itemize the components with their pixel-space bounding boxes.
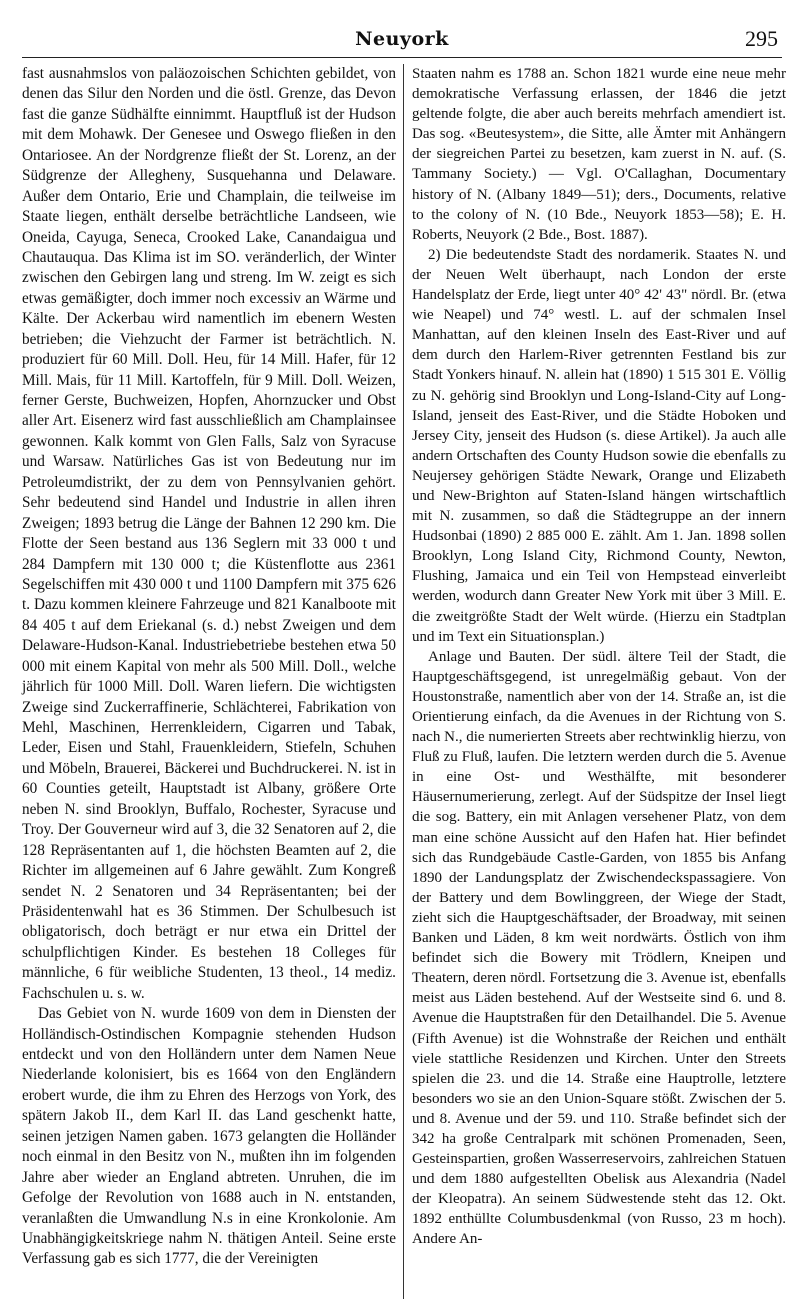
- header-rule: [22, 57, 782, 58]
- paragraph: Das Gebiet von N. wurde 1609 von dem in Diensten der Holländisch-Ostindischen Kompagnie stehenden Hudson entdeckt und von den Holländern unter dem Namen Neue Niederlande kolonisiert, bis es 1664 von den Engländern erobert wurde, die ihm zu Ehren des Herzogs von York, des spätern Jakob II., dem Karl II. das Land geschenkt hatte, seinen jetzigen Namen gaben. 1673 gelangten die Holländer noch einmal in den Besitz von N., mußten ihn im folgenden Jahre aber wieder an England abtreten. Unruhen, die im Gefolge der Revolution von 1688 auch in N. entstanden, veranlaßten die Umwandlung N.s in eine Kronkolonie. Am Unabhängigkeitskriege nahm N. thätigen Anteil. Seine erste Verfassung gab es sich 1777, die der Vereinigten: [22, 1005, 396, 1268]
- paragraph: Anlage und Bauten. Der südl. ältere Teil der Stadt, die Hauptgeschäftsgegend, ist unregelmäßig gebaut. Von der Houstonstraße, namentlich aber von der 14. Straße an, ist die Orientierung einfach, da die Avenues in der Richtung von S. nach N., die numerierten Streets aber rechtwinklig hierzu, von Fluß zu Fluß, laufen. Die letztern werden durch die 5. Avenue in eine Ost- und Westhälfte, mit besonderer Häusernumerierung, zerlegt. Auf der Südspitze der Insel liegt die sog. Battery, ein mit Anlagen versehener Platz, von dem man eine schöne Aussicht auf den Hafen hat. Hier befindet sich das Rundgebäude Castle-Garden, von 1855 bis Anfang 1890 der Landungsplatz der Zwischendeckspassagiere. Von der Battery und dem Bowlinggreen, der Wiege der Stadt, zieht sich die Hauptgeschäftsader, der Broadway, mit seinen Banken und Läden, 8 km weit nordwärts. Östlich von ihm befindet sich die Bowery mit Trödlern, Kneipen und Theatern, deren nördl. Fortsetzung die 3. Avenue ist, ebenfalls meist aus Läden bestehend. Auf der Westseite sind 6. und 8. Avenue die Hauptstraßen für den Detailhandel. Die 5. Avenue (Fifth Avenue) ist die Wohnstraße der Reichen und enthält viele stattliche Residenzen und Kirchen. Unter den Streets spielen die 23. und die 14. Straße eine Hauptrolle, letztere besonders wo sie an den Union-Square stößt. Zwischen der 5. und 8. Avenue und der 59. und 110. Straße befindet sich der 342 ha große Centralpark mit schönen Promenaden, Seen, Gesteinspartien, großen Wasserreservoirs, zahlreichen Statuen und dem 1880 aufgestellten Obelisk aus Alexandria (Nadel der Kleopatra). An seinem Südwestende steht das 12. Okt. 1892 enthüllte Columbusdenkmal (von Russo, 23 m hoch). Andere An-: [412, 648, 786, 1248]
- page-number: 295: [745, 26, 778, 51]
- column-divider: [403, 64, 404, 1299]
- left-column: [22, 64, 396, 1270]
- paragraph: Staaten nahm es 1788 an. Schon 1821 wurde eine neue mehr demokratische Verfassung erlassen, der 1846 die jetzt geltende folgte, die aber auch bereits mehrfach amendiert ist. Das sog. «Beutesystem», die Sitte, alle Ämter mit Anhängern der siegreichen Partei zu besetzen, kam zuerst in N. auf. (S. Tammany Society.) — Vgl. O'Callaghan, Documentary history of N. (Albany 1849—51); ders., Documents, relative to the colony of N. (10 Bde., Neuyork 1853—58); E. H. Roberts, Neuyork (2 Bde., Bost. 1887).: [412, 66, 786, 243]
- running-head: Neuyork: [355, 28, 449, 50]
- paragraph: fast ausnahmslos von paläozoischen Schichten gebildet, von denen das Silur den Norden und die östl. Grenze, das Devon fast die ganze Südhälfte einnimmt. Hauptfluß ist der Hudson mit dem Mohawk. Der Genesee und Oswego fließen in den Ontariosee. An der Nordgrenze fließt der St. Lorenz, an der Südgrenze der Allegheny, Susquehanna und Delaware. Außer dem Ontario, Erie und Champlain, die teilweise im Staate liegen, enthält derselbe beträchtliche Landseen, wie Oneida, Cayuga, Seneca, Crooked Lake, Canandaigua und Chautauqua. Das Klima ist im SO. veränderlich, der Winter zwischen den Gebirgen lang und streng. Im W. zeigt es sich etwas gemäßigter, doch immer noch excessiv an Wärme und Kälte. Der Ackerbau wird namentlich im ebenern Westen betrieben; die Viehzucht der Farmer ist beträchtlich. N. produziert für 60 Mill. Doll. Heu, für 14 Mill. Hafer, für 12 Mill. Mais, für 11 Mill. Kartoffeln, für 9 Mill. Doll. Weizen, ferner Gerste, Buchweizen, Hopfen, Ahornzucker und Obst aller Art. Eisenerz wird fast ausschließlich am Champlainsee gewonnen. Kalk kommt von Glen Falls, Salz von Syracuse und Warsaw. Natürliches Gas ist von Bedeutung nur im Petroleumdistrikt, der zu dem von Pennsylvanien gehört. Sehr bedeutend sind Handel und Industrie in allen ihren Zweigen; 1893 betrug die Länge der Bahnen 12 290 km. Die Flotte der Seen bestand aus 136 Seglern mit 33 000 t und 284 Dampfern mit 130 000 t; die Küstenflotte aus 2361 Segelschiffen mit 430 000 t und 1100 Dampfern mit 375 626 t. Dazu kommen kleinere Fahrzeuge und 821 Kanalboote mit 84 405 t auf dem Eriekanal (s. d.) nebst Zweigen und dem Delaware-Hudson-Kanal. Industriebetriebe bestehen etwa 50 000 mit einem Kapital von mehr als 500 Mill. Doll., welche jährlich für 1000 Mill. Doll. Waren liefern. Die wichtigsten Zweige sind Zuckerraffinerie, Schlächterei, Fabrikation von Mehl, Maschinen, Herrenkleidern, Cigarren und Tabak, Leder, Eisen und Stahl, Frauenkleidern, Stiefeln, Schuhen und Möbeln, Brauerei, Bäckerei und Buchdruckerei. N. ist in 60 Counties geteilt, Hauptstadt ist Albany, größere Orte neben N. sind Brooklyn, Buffalo, Rochester, Syracuse und Troy. Der Gouverneur wird auf 3, die 32 Senatoren auf 2, die 128 Repräsentanten auf 1, die höchsten Beamten auf 2, die Richter im allgemeinen auf 6 Jahre gewählt. Zum Kongreß sendet N. 2 Senatoren und 34 Repräsentanten; bei der Präsidentenwahl hat es 36 Stimmen. Der Schulbesuch ist obligatorisch, doch beträgt er nur etwa ein Drittel der schulpflichtigen Kinder. Es bestehen 18 Colleges für männliche, 6 für weibliche Studenten, 13 theol., 14 mediz. Fachschulen u. s. w.: [22, 65, 396, 1002]
- paragraph: 2) Die bedeutendste Stadt des nordamerik. Staates N. und der Neuen Welt überhaupt, nach London der erste Handelsplatz der Erde, liegt unter 40° 42' 43" nördl. Br. (etwa wie Neapel) und 74° westl. L. auf der schmalen Insel Manhattan, auf den kleinen Inseln des East-River und auf dem durch den Harlem-River getrennten Festland bis zur Stadt Yonkers hinauf. N. allein hat (1890) 1 515 301 E. Völlig zu N. gehörig sind Brooklyn und Long-Island-City auf Long-Island, jenseit des East-River, und die Städte Hoboken und Jersey City, jenseit des Hudson (s. diese Artikel). Ja auch alle andern Ortschaften des County Hudson sowie die ebenfalls zu Neujersey gehörigen Städte Newark, Orange und Elizabeth und New-Brighton auf Staten-Island hängen wirtschaftlich mit N. zusammen, so daß die Städtegruppe an der innern Hudsonbai (1890) 2 885 000 E. zählt. Am 1. Jan. 1898 sollen Brooklyn, Long Island City, Richmond County, Newton, Flushing, Jamaica und ein Teil von Hempstead einverleibt werden, wodurch dann Greater New York mit über 3 Mill. E. die zweitgrößte Stadt der Welt würde. (Hierzu ein Stadtplan und im Text ein Situationsplan.): [412, 246, 786, 645]
- page-header: [22, 24, 782, 60]
- right-column: [412, 64, 786, 1250]
